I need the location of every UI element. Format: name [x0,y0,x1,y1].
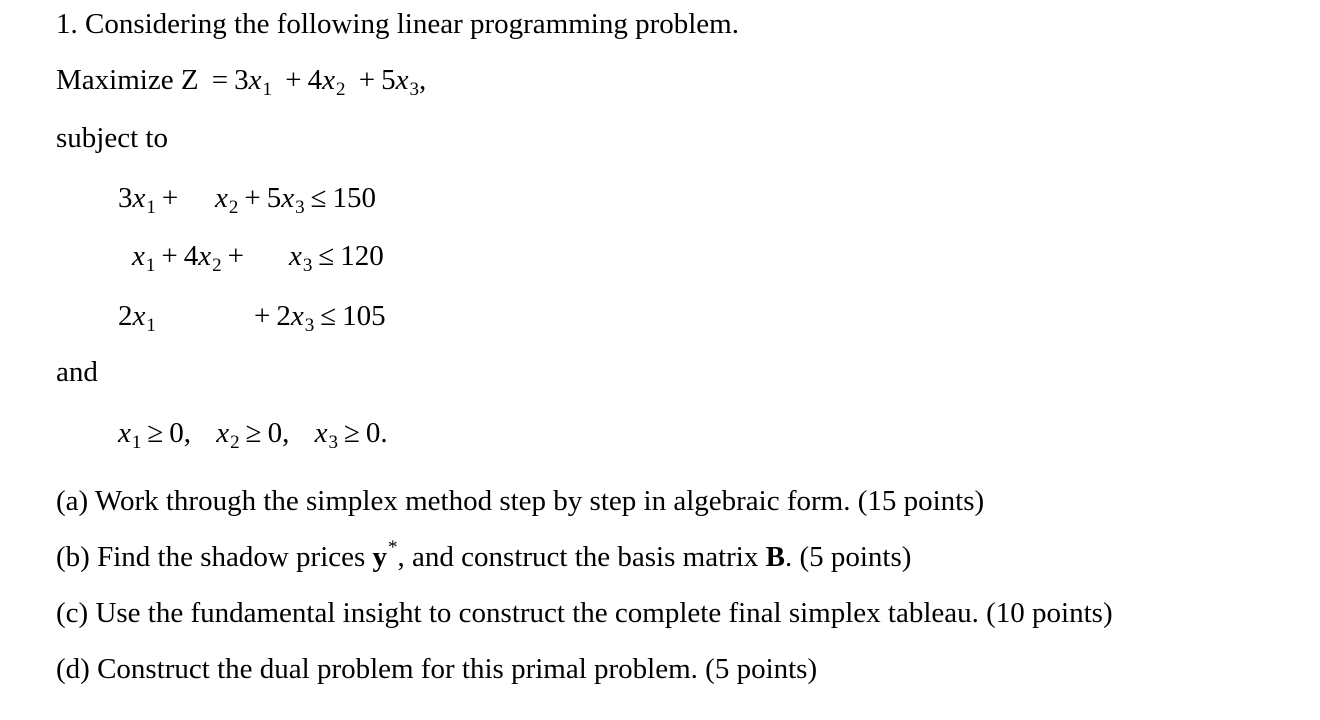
c1-rhs: 150 [332,182,377,214]
c2-sub-1: 1 [145,255,156,276]
objective-coef-3: 5 [381,64,396,96]
part-c [56,599,1113,628]
c1-sub-1: 1 [146,197,156,218]
nn-zero-3: 0 [365,417,381,449]
c3-rel: ≤ [320,300,337,332]
constraint-3-term-3 [254,300,386,336]
part-d-text: Construct the dual problem for this primal problem. (5 points) [97,653,818,685]
c1-sub-3: 3 [295,197,305,218]
plus-sign: + [358,64,376,96]
c2-sub-2: 2 [212,255,222,276]
c2-var-2: x [198,240,212,272]
subject-to-label [56,124,168,153]
constraint-3-term-1 [118,300,156,336]
part-b-star: * [388,537,398,558]
c2-var-1: x [132,240,145,272]
nn-end: . [380,417,388,449]
plus-sign: + [285,64,302,96]
c3-plus: + [254,300,271,332]
part-b-basis: B [765,541,785,573]
objective-coef-1: 3 [234,64,249,96]
objective-var-2: x [322,64,336,96]
and-label [56,358,98,387]
nn-rel-3: ≥ [343,417,360,449]
nn-var-3: x [314,417,328,449]
objective-comma: , [419,64,427,96]
c3-coef-1: 2 [118,300,133,332]
and-text: and [56,356,98,388]
c2-coef-2: 4 [183,240,199,272]
subject-to-text: subject to [56,122,168,154]
c1-var-2: x [215,182,228,214]
nn-sub-1: 1 [131,432,142,453]
nn-zero-2: 0 [267,417,283,449]
nonnegativity-constraints [118,417,388,453]
objective-function [56,64,427,100]
objective-sub-2: 2 [336,79,346,100]
c1-var-3: x [281,182,295,214]
c2-plus-2: + [227,240,244,272]
part-b-mid: , and construct the basis matrix [397,541,766,573]
problem-title-text: 1. Considering the following linear programming problem. [56,8,739,40]
c3-var-3: x [290,300,304,332]
c2-plus-1: + [161,240,178,272]
objective-sub-1: 1 [262,79,273,100]
nn-sub-3: 3 [328,432,338,453]
c3-coef-3: 2 [276,300,291,332]
c3-rhs: 105 [342,300,386,332]
part-c-label: (c) [56,597,89,629]
objective-var-1: x [248,64,262,96]
constraint-2-term-3 [289,240,384,276]
c2-rel: ≤ [318,240,335,272]
problem-title [56,10,739,39]
constraint-2-term-1 [132,240,250,276]
part-a [56,487,984,516]
c2-sub-3: 3 [302,255,313,276]
c1-rel: ≤ [310,182,327,214]
part-a-label: (a) [56,485,89,517]
c1-var-1: x [132,182,146,214]
c1-plus-2: + [244,182,261,214]
c1-coef-3: 5 [266,182,282,214]
part-b-pre: Find the shadow prices [97,541,373,573]
objective-coef-2: 4 [307,64,323,96]
part-d [56,655,817,684]
nn-rel-2: ≥ [245,417,262,449]
c2-var-3: x [289,240,302,272]
nn-sep-1: , [183,417,192,449]
nn-rel-1: ≥ [147,417,164,449]
nn-var-2: x [216,417,230,449]
constraint-1-term-1 [118,182,184,218]
constraint-1-term-2 [215,182,377,218]
equals-sign: = [211,64,229,96]
objective-var-3: x [395,64,409,96]
c1-coef-1: 3 [118,182,133,214]
nn-sub-2: 2 [230,432,240,453]
objective-label: Maximize Z [56,64,199,96]
c1-plus-1: + [161,182,179,214]
part-b-label: (b) [56,541,90,573]
c3-sub-1: 1 [146,315,156,336]
part-a-text: Work through the simplex method step by step in algebraic form. (15 points) [94,485,985,517]
c3-var-1: x [132,300,146,332]
nn-sep-2: , [282,417,290,449]
part-b-y: y [372,541,388,573]
part-c-text: Use the fundamental insight to construct the complete final simplex tableau. (10 points) [95,597,1113,629]
part-b-post: . (5 points) [784,541,912,573]
part-b [56,537,912,573]
objective-sub-3: 3 [409,79,419,100]
c1-sub-2: 2 [228,197,239,218]
nn-zero-1: 0 [169,417,184,449]
c3-sub-3: 3 [304,315,315,336]
part-d-label: (d) [56,653,90,685]
nn-var-1: x [118,417,131,449]
c2-rhs: 120 [340,240,384,272]
